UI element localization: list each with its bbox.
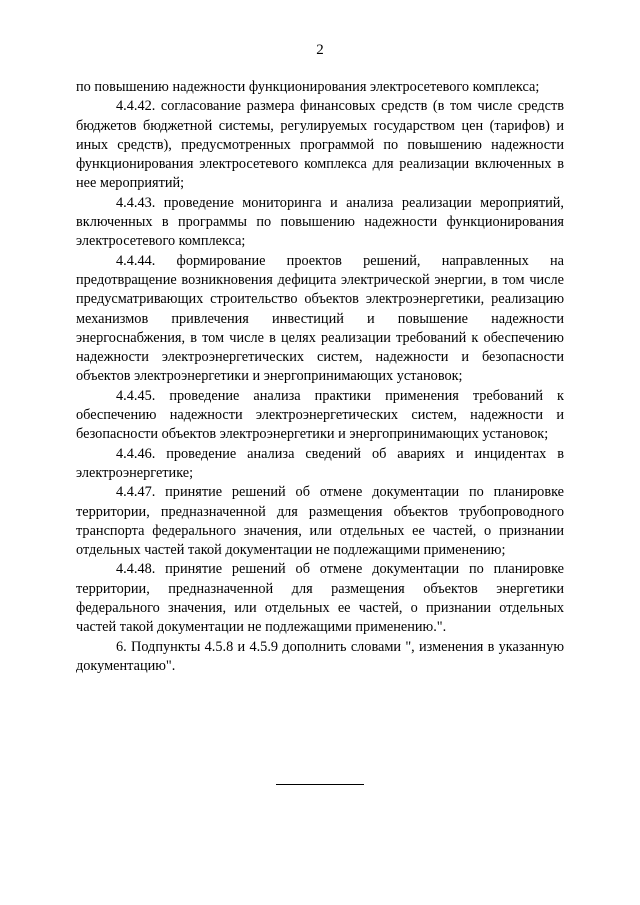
paragraph-4-4-42: 4.4.42. согласование размера финансовых средств (в том числе средств бюджетов бюджетной системы, регулируемых государством цен (тарифов) и иных средств), предусмотренных программой по повышению надежности функционирования электросетевого комплекса для реализации включенных в нее мероприятий; [76, 98, 564, 192]
document-body [76, 78, 564, 676]
separator-line [276, 784, 364, 785]
paragraph-4-4-43: 4.4.43. проведение мониторинга и анализа реализации мероприятий, включенных в программы по повышению надежности функционирования электросетевого комплекса; [76, 194, 564, 250]
paragraph-4-4-47: 4.4.47. принятие решений об отмене документации по планировке территории, предназначенной для размещения объектов трубопроводного транспорта федерального значения, или отдельных ее частей, о признании отдельных частей такой документации не подлежащими применению; [76, 484, 564, 559]
page-number: 2 [316, 42, 324, 58]
paragraph-4-4-44: 4.4.44. формирование проектов решений, направленных на предотвращение возникновения дефицита электрической энергии, в том числе предусматривающих строительство объектов электроэнергетики, реализацию механизмов привлечения инвестиций и повышение надежности энергоснабжения, в том числе в целях реализации требований к обеспечению надежности электроэнергетических систем, надежности и безопасности объектов электроэнергетики и энергопринимающих установок; [76, 252, 564, 385]
paragraph-continuation: по повышению надежности функционирования электросетевого комплекса; [76, 79, 540, 95]
paragraph-4-4-45: 4.4.45. проведение анализа практики применения требований к обеспечению надежности электроэнергетических систем, надежности и безопасности объектов электроэнергетики и энергопринимающих установок; [76, 387, 564, 443]
paragraph-4-4-48: 4.4.48. принятие решений об отмене документации по планировке территории, предназначенной для размещения объектов энергетики федерального значения, или отдельных ее частей, о признании отдельных частей такой документации не подлежащими применению.". [76, 561, 564, 636]
paragraph-4-4-46: 4.4.46. проведение анализа сведений об авариях и инцидентах в электроэнергетике; [76, 445, 564, 481]
paragraph-6: 6. Подпункты 4.5.8 и 4.5.9 дополнить словами ", изменения в указанную документацию". [76, 638, 564, 674]
